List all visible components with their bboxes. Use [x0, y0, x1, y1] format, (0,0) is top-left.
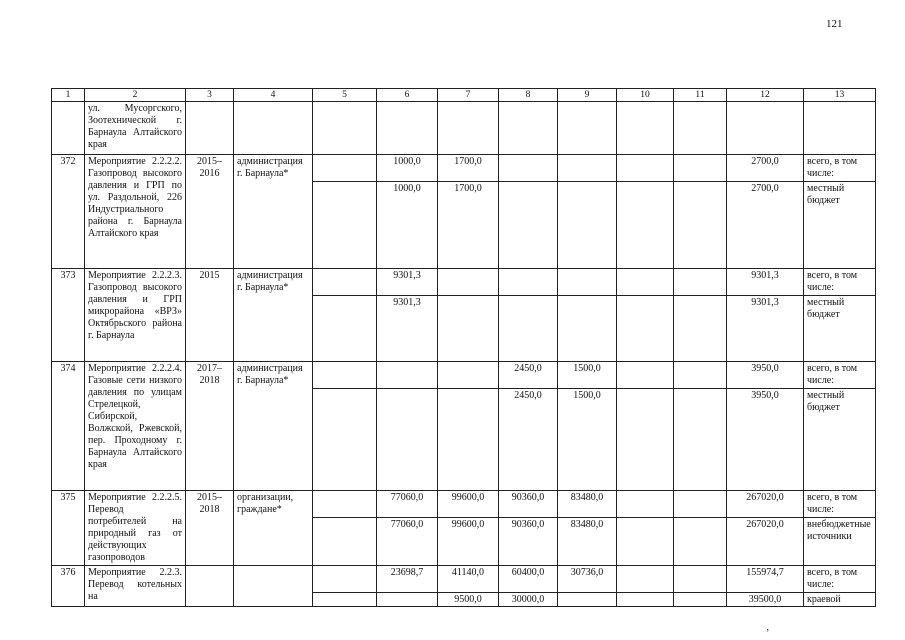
value-cell: 9301,3 [377, 269, 438, 296]
value-cell [377, 362, 438, 389]
header-cell: 4 [234, 89, 313, 102]
value-cell [674, 491, 727, 518]
total-cell: 9301,3 [727, 269, 804, 296]
total-cell: 267020,0 [727, 491, 804, 518]
value-cell [617, 491, 674, 518]
value-cell [617, 362, 674, 389]
value-cell [558, 593, 617, 607]
value-cell [499, 296, 558, 362]
value-cell: 77060,0 [377, 518, 438, 566]
value-cell: 2450,0 [499, 389, 558, 491]
value-cell [617, 518, 674, 566]
funding-source: краевой [804, 593, 876, 607]
item-name: Мероприятие 2.2.2.2. Газопровод высокого давления и ГРП по ул. Раздольной, 226 Индустриального района г. Барнаула Алтайского края [85, 155, 186, 269]
total-cell: 9301,3 [727, 296, 804, 362]
value-cell: 83480,0 [558, 491, 617, 518]
table-row [52, 155, 876, 182]
funding-source: внебюджетные источники [804, 518, 876, 566]
value-cell: 90360,0 [499, 491, 558, 518]
total-cell: 267020,0 [727, 518, 804, 566]
value-cell: 1500,0 [558, 389, 617, 491]
value-cell [377, 593, 438, 607]
header-cell: 8 [499, 89, 558, 102]
header-cell: 2 [85, 89, 186, 102]
value-cell: 83480,0 [558, 518, 617, 566]
funding-source: местный бюджет [804, 296, 876, 362]
funding-source: местный бюджет [804, 389, 876, 491]
value-cell [674, 593, 727, 607]
value-cell: 1000,0 [377, 182, 438, 269]
table-row [52, 269, 876, 296]
value-cell [617, 155, 674, 182]
value-cell: 90360,0 [499, 518, 558, 566]
total-cell: 2700,0 [727, 182, 804, 269]
header-cell: 6 [377, 89, 438, 102]
page-number: 121 [826, 18, 843, 30]
row-number: 374 [52, 362, 85, 491]
row-number: 372 [52, 155, 85, 269]
value-cell [617, 296, 674, 362]
value-cell [558, 269, 617, 296]
row-number: 373 [52, 269, 85, 362]
value-cell [674, 269, 727, 296]
item-years: 2015–2016 [186, 155, 234, 269]
funding-source: всего, в том числе: [804, 269, 876, 296]
funding-source: местный бюджет [804, 182, 876, 269]
value-cell [674, 518, 727, 566]
value-cell: 41140,0 [438, 566, 499, 593]
item-years: 2015–2018 [186, 491, 234, 566]
value-cell: 1700,0 [438, 182, 499, 269]
continuation-row [52, 102, 876, 155]
header-cell: 3 [186, 89, 234, 102]
header-cell: 1 [52, 89, 85, 102]
total-cell: 155974,7 [727, 566, 804, 593]
program-table [51, 88, 876, 607]
header-row [52, 89, 876, 102]
header-cell: 13 [804, 89, 876, 102]
value-cell: 1500,0 [558, 362, 617, 389]
value-cell [617, 389, 674, 491]
value-cell [558, 296, 617, 362]
total-cell: 3950,0 [727, 389, 804, 491]
total-cell: 3950,0 [727, 362, 804, 389]
value-cell [674, 182, 727, 269]
header-cell: 7 [438, 89, 499, 102]
header-cell: 12 [727, 89, 804, 102]
item-executor: администрация г. Барнаула* [234, 269, 313, 362]
value-cell: 30000,0 [499, 593, 558, 607]
value-cell [499, 155, 558, 182]
item-executor: администрация г. Барнаула* [234, 155, 313, 269]
table-row [52, 491, 876, 518]
value-cell [674, 362, 727, 389]
value-cell: 99600,0 [438, 518, 499, 566]
value-cell [617, 269, 674, 296]
item-name: Мероприятие 2.2.2.3. Газопровод высокого давления и ГРП микрорайона «ВРЗ» Октябрьского района г. Барнаула [85, 269, 186, 362]
header-cell: 11 [674, 89, 727, 102]
value-cell [674, 155, 727, 182]
value-cell: 99600,0 [438, 491, 499, 518]
value-cell: 2450,0 [499, 362, 558, 389]
total-cell: 2700,0 [727, 155, 804, 182]
value-cell [438, 362, 499, 389]
funding-source: всего, в том числе: [804, 491, 876, 518]
item-executor [234, 566, 313, 607]
item-name: Мероприятие 2.2.3. Перевод котельных на [85, 566, 186, 607]
item-years [186, 566, 234, 607]
value-cell: 77060,0 [377, 491, 438, 518]
value-cell [438, 296, 499, 362]
item-years: 2015 [186, 269, 234, 362]
item-executor: организации, граждане* [234, 491, 313, 566]
item-executor: администрация г. Барнаула* [234, 362, 313, 491]
funding-source: всего, в том числе: [804, 362, 876, 389]
value-cell [617, 566, 674, 593]
value-cell [674, 296, 727, 362]
value-cell [617, 593, 674, 607]
table-row [52, 566, 876, 593]
value-cell [499, 182, 558, 269]
value-cell: 9500,0 [438, 593, 499, 607]
value-cell [438, 389, 499, 491]
header-cell: 5 [313, 89, 377, 102]
header-cell: 9 [558, 89, 617, 102]
funding-source: всего, в том числе: [804, 566, 876, 593]
value-cell: 1000,0 [377, 155, 438, 182]
table-row [52, 362, 876, 389]
item-name: ул. Мусоргского, Зоотехнической г. Барнаула Алтайского края [85, 102, 186, 155]
value-cell [558, 182, 617, 269]
value-cell: 23698,7 [377, 566, 438, 593]
item-years: 2017–2018 [186, 362, 234, 491]
value-cell [499, 269, 558, 296]
value-cell [377, 389, 438, 491]
value-cell [674, 566, 727, 593]
item-name: Мероприятие 2.2.2.4. Газовые сети низкого давления по улицам Стрелецкой, Сибирской, Волжской, Ржевской, пер. Проходному г. Барнаула Алтайского края [85, 362, 186, 491]
value-cell: 60400,0 [499, 566, 558, 593]
funding-source: всего, в том числе: [804, 155, 876, 182]
value-cell [438, 269, 499, 296]
row-number: 375 [52, 491, 85, 566]
value-cell [617, 182, 674, 269]
value-cell: 1700,0 [438, 155, 499, 182]
row-number: 376 [52, 566, 85, 607]
item-name: Мероприятие 2.2.2.5. Перевод потребителей на природный газ от действующих газопроводов [85, 491, 186, 566]
header-cell: 10 [617, 89, 674, 102]
stray-mark: ʼ [766, 628, 770, 639]
value-cell [674, 389, 727, 491]
value-cell: 30736,0 [558, 566, 617, 593]
total-cell: 39500,0 [727, 593, 804, 607]
value-cell [558, 155, 617, 182]
value-cell: 9301,3 [377, 296, 438, 362]
